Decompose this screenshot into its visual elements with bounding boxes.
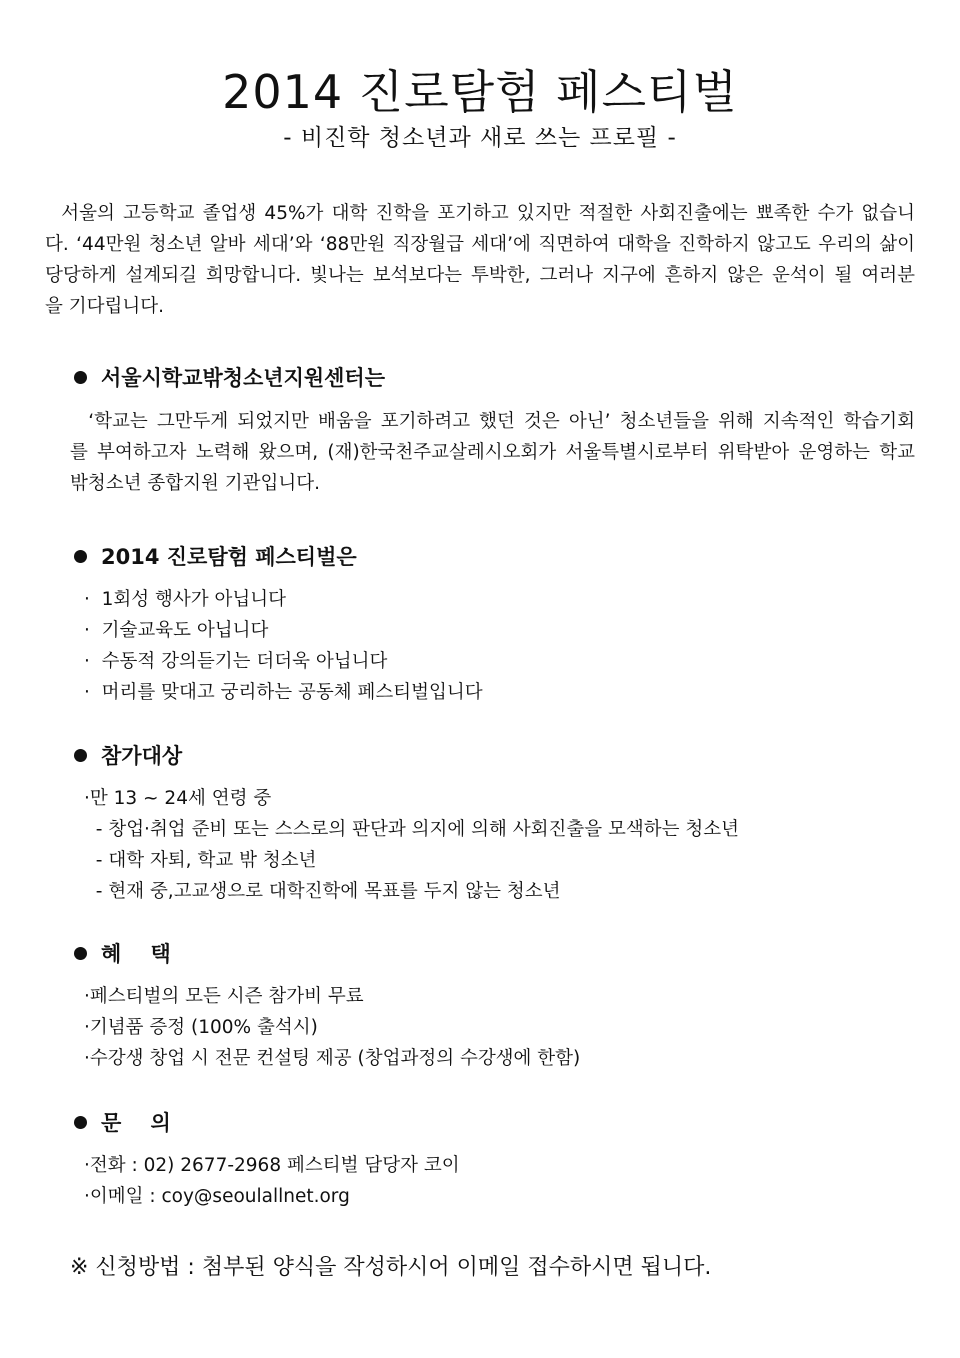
application-note: ※ 신청방법 : 첨부된 양식을 작성하시어 이메일 접수하시면 됩니다. <box>70 1255 712 1280</box>
list-item: ·수강생 창업 시 전문 컨설팅 제공 (창업과정의 수강생에 한함) <box>84 1048 581 1069</box>
section-heading-contact <box>74 1108 171 1138</box>
bullet-icon <box>74 947 87 960</box>
heading-text: 2014 진로탐험 페스티벌은 <box>101 545 357 569</box>
list-item: - 현재 중,고교생으로 대학진학에 목표를 두지 않는 청소년 <box>84 881 561 902</box>
bullet-icon <box>74 550 87 563</box>
bullet-icon <box>74 749 87 762</box>
section-heading-benefits <box>74 939 171 969</box>
list-item: - 창업·취업 준비 또는 스스로의 판단과 의지에 의해 사회진출을 모색하는 청소년 <box>84 819 739 840</box>
intro-line: 다. ‘44만원 청소년 알바 세대’와 ‘88만원 직장월급 세대’에 직면하여 대학을 진학하지 않고도 우리의 삶이 <box>45 234 915 255</box>
section-heading-festival <box>74 542 357 572</box>
list-item: ·만 13 ~ 24세 연령 중 <box>84 788 272 809</box>
heading-text: 혜 택 <box>101 942 171 966</box>
contact-email: ·이메일 : coy@seoulallnet.org <box>84 1186 350 1207</box>
intro-line: 을 기다립니다. <box>45 296 164 317</box>
page-title: 2014 진로탐험 페스티벌 <box>222 65 738 119</box>
list-item: · 1회성 행사가 아닙니다 <box>84 589 287 610</box>
center-line: 를 부여하고자 노력해 왔으며, (재)한국천주교살레시오회가 서울특별시로부터 위탁받아 운영하는 학교 <box>70 442 915 463</box>
center-line: ‘학교는 그만두게 되었지만 배움을 포기하려고 했던 것은 아닌’ 청소년들을 위해 지속적인 학습기회 <box>70 411 915 432</box>
page-subtitle: - 비진학 청소년과 새로 쓰는 프로필 - <box>283 125 677 151</box>
list-item: ·페스티벌의 모든 시즌 참가비 무료 <box>84 986 364 1007</box>
heading-text: 문 의 <box>101 1111 171 1135</box>
intro-line: 당당하게 설계되길 희망합니다. 빛나는 보석보다는 투박한, 그러나 지구에 흔하지 않은 운석이 될 여러분 <box>45 265 915 286</box>
section-heading-center <box>74 363 385 393</box>
list-item: ·기념품 증정 (100% 출석시) <box>84 1017 318 1038</box>
list-item: · 수동적 강의듣기는 더더욱 아닙니다 <box>84 651 388 672</box>
center-line: 밖청소년 종합지원 기관입니다. <box>70 473 320 494</box>
bullet-icon <box>74 371 87 384</box>
heading-text: 서울시학교밖청소년지원센터는 <box>101 366 386 390</box>
list-item: - 대학 자퇴, 학교 밖 청소년 <box>84 850 317 871</box>
heading-text: 참가대상 <box>101 744 183 768</box>
intro-line: 서울의 고등학교 졸업생 45%가 대학 진학을 포기하고 있지만 적절한 사회진출에는 뾰족한 수가 없습니 <box>45 203 915 224</box>
list-item: · 기술교육도 아닙니다 <box>84 620 269 641</box>
bullet-icon <box>74 1116 87 1129</box>
contact-phone: ·전화 : 02) 2677-2968 페스티벌 담당자 코이 <box>84 1155 460 1176</box>
list-item: · 머리를 맞대고 궁리하는 공동체 페스티벌입니다 <box>84 682 483 703</box>
section-heading-target <box>74 741 182 771</box>
